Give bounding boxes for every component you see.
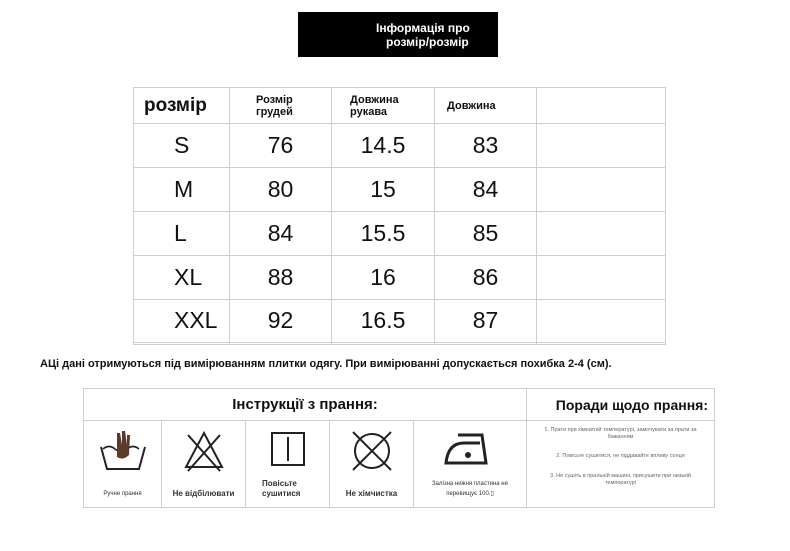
- header-size: розмір: [134, 88, 230, 124]
- chest-cell: 80: [230, 167, 332, 211]
- header-chest: Розмір грудей: [230, 88, 332, 124]
- care-item-hand-wash: [84, 421, 162, 507]
- table-row: [134, 167, 666, 211]
- no-bleach-icon: [182, 429, 226, 473]
- care-item-line-dry: [246, 421, 330, 507]
- sleeve-cell: 16.5: [332, 299, 435, 343]
- size-table: [133, 87, 666, 345]
- size-info-banner: [298, 12, 498, 57]
- care-item-no-dry-clean: [330, 421, 414, 507]
- chest-cell: [230, 343, 332, 345]
- care-label: Повісьте сушитися: [262, 479, 301, 498]
- length-cell: [435, 343, 537, 345]
- table-row: [134, 211, 666, 255]
- sleeve-cell: 15.5: [332, 211, 435, 255]
- banner-line-2: розмір/розмір: [386, 35, 469, 49]
- table-row: [134, 299, 666, 343]
- empty-cell: [537, 211, 666, 255]
- hand-wash-icon: [97, 429, 149, 473]
- measurement-note: АЦі дані отримуються під вимірюванням плитки одягу. При вимірюванні допускається похибка 2-4 (см).: [40, 358, 612, 370]
- washing-title: Інструкції з прання:: [84, 389, 527, 421]
- empty-cell: [537, 124, 666, 168]
- tip-item: 3. Не сушіть в пральній машині, присушити при низькій температурі: [550, 473, 691, 486]
- size-cell: L: [134, 211, 230, 255]
- header-sleeve: Довжина рукава: [332, 88, 435, 124]
- size-cell: M: [134, 167, 230, 211]
- tip-item: 1. Прати при кімнатній температурі, замочувати за прати за бажанням: [544, 427, 697, 440]
- empty-cell: [537, 167, 666, 211]
- table-row: [134, 124, 666, 168]
- care-label: Не хімчистка: [345, 489, 398, 498]
- care-label: Залізна нижня пластина не перевищує 100.▯: [432, 481, 508, 497]
- care-item-no-bleach: [162, 421, 246, 507]
- line-dry-icon: [268, 429, 308, 469]
- chest-cell: 92: [230, 299, 332, 343]
- header-empty: [537, 88, 666, 124]
- tip-item: 2. Повісьте сушитися, не піддавайте впливу сонця: [556, 453, 685, 459]
- washing-tips-title: Поради щодо прання:: [527, 389, 714, 421]
- sleeve-cell: [332, 343, 435, 345]
- care-item-iron: [414, 421, 527, 507]
- size-cell: XL: [134, 255, 230, 299]
- sleeve-cell: 15: [332, 167, 435, 211]
- no-dry-clean-icon: [349, 429, 395, 473]
- washing-tips: [527, 421, 714, 507]
- empty-cell: [537, 299, 666, 343]
- length-cell: 86: [435, 255, 537, 299]
- empty-cell: [537, 343, 666, 345]
- empty-cell: [537, 255, 666, 299]
- header-length: Довжина: [435, 88, 537, 124]
- length-cell: 87: [435, 299, 537, 343]
- sleeve-cell: 16: [332, 255, 435, 299]
- table-row: [134, 255, 666, 299]
- iron-low-icon: [442, 429, 498, 469]
- size-cell: XXL: [134, 299, 230, 343]
- size-table-header-row: [134, 88, 666, 124]
- sleeve-cell: 14.5: [332, 124, 435, 168]
- chest-cell: 88: [230, 255, 332, 299]
- chest-cell: 76: [230, 124, 332, 168]
- size-cell: [134, 343, 230, 345]
- table-row: [134, 343, 666, 345]
- care-label: Ручне прання: [103, 491, 142, 497]
- care-label: Не відбілювати: [172, 489, 235, 498]
- banner-line-1: Інформація про: [376, 21, 470, 35]
- length-cell: 85: [435, 211, 537, 255]
- length-cell: 83: [435, 124, 537, 168]
- chest-cell: 84: [230, 211, 332, 255]
- length-cell: 84: [435, 167, 537, 211]
- size-cell: S: [134, 124, 230, 168]
- washing-instructions-panel: [83, 388, 715, 508]
